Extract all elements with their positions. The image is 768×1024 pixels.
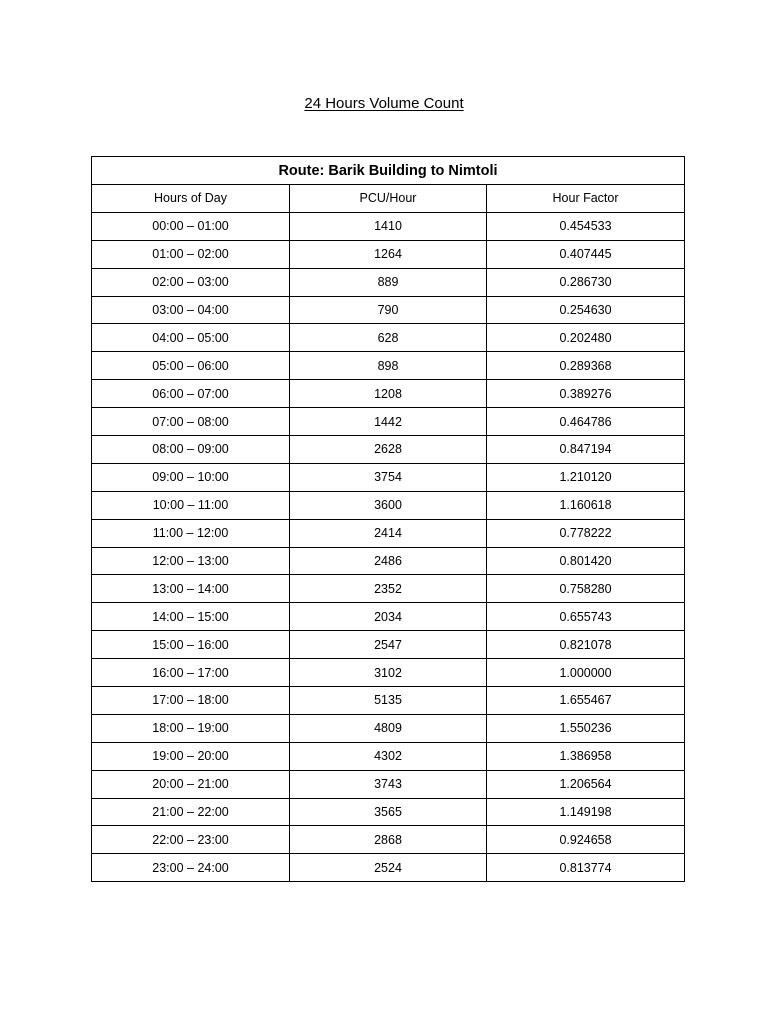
- pcu-cell: 2524: [290, 854, 487, 882]
- hours-cell: 22:00 – 23:00: [92, 826, 290, 854]
- hour-factor-cell: 0.254630: [487, 296, 685, 324]
- hour-factor-cell: 1.160618: [487, 491, 685, 519]
- hours-cell: 10:00 – 11:00: [92, 491, 290, 519]
- pcu-cell: 2547: [290, 631, 487, 659]
- table-row: [92, 631, 685, 659]
- pcu-cell: 790: [290, 296, 487, 324]
- hours-cell: 07:00 – 08:00: [92, 408, 290, 436]
- pcu-cell: 2414: [290, 519, 487, 547]
- hour-factor-cell: 0.924658: [487, 826, 685, 854]
- hour-factor-cell: 0.202480: [487, 324, 685, 352]
- table-row: [92, 714, 685, 742]
- hour-factor-cell: 0.758280: [487, 575, 685, 603]
- column-header-hour-factor: Hour Factor: [487, 185, 685, 213]
- hour-factor-cell: 0.778222: [487, 519, 685, 547]
- table-row: [92, 547, 685, 575]
- pcu-cell: 4302: [290, 742, 487, 770]
- table-row: [92, 687, 685, 715]
- table-row: [92, 463, 685, 491]
- hour-factor-cell: 1.386958: [487, 742, 685, 770]
- hours-cell: 08:00 – 09:00: [92, 436, 290, 464]
- table-row: [92, 296, 685, 324]
- table-row: [92, 268, 685, 296]
- column-header-pcu: PCU/Hour: [290, 185, 487, 213]
- hours-cell: 20:00 – 21:00: [92, 770, 290, 798]
- route-title: Route: Barik Building to Nimtoli: [92, 157, 685, 185]
- pcu-cell: 3102: [290, 659, 487, 687]
- hour-factor-cell: 0.407445: [487, 240, 685, 268]
- pcu-cell: 1208: [290, 380, 487, 408]
- hours-cell: 16:00 – 17:00: [92, 659, 290, 687]
- table-row: [92, 212, 685, 240]
- table-row: [92, 798, 685, 826]
- table-row: [92, 770, 685, 798]
- hours-cell: 00:00 – 01:00: [92, 212, 290, 240]
- hour-factor-cell: 0.813774: [487, 854, 685, 882]
- pcu-cell: 2628: [290, 436, 487, 464]
- hour-factor-cell: 0.389276: [487, 380, 685, 408]
- hour-factor-cell: 0.464786: [487, 408, 685, 436]
- pcu-cell: 3600: [290, 491, 487, 519]
- table-row: [92, 519, 685, 547]
- volume-count-table: [91, 156, 685, 882]
- pcu-cell: 2352: [290, 575, 487, 603]
- hour-factor-cell: 1.210120: [487, 463, 685, 491]
- hours-cell: 18:00 – 19:00: [92, 714, 290, 742]
- pcu-cell: 3743: [290, 770, 487, 798]
- pcu-cell: 3754: [290, 463, 487, 491]
- pcu-cell: 1264: [290, 240, 487, 268]
- table-row: [92, 826, 685, 854]
- hours-cell: 17:00 – 18:00: [92, 687, 290, 715]
- table-row: [92, 436, 685, 464]
- pcu-cell: 898: [290, 352, 487, 380]
- hours-cell: 01:00 – 02:00: [92, 240, 290, 268]
- route-title-row: [92, 157, 685, 185]
- hours-cell: 05:00 – 06:00: [92, 352, 290, 380]
- hour-factor-cell: 0.801420: [487, 547, 685, 575]
- hours-cell: 09:00 – 10:00: [92, 463, 290, 491]
- table-row: [92, 352, 685, 380]
- hours-cell: 19:00 – 20:00: [92, 742, 290, 770]
- pcu-cell: 2034: [290, 603, 487, 631]
- hours-cell: 02:00 – 03:00: [92, 268, 290, 296]
- table-row: [92, 659, 685, 687]
- hours-cell: 06:00 – 07:00: [92, 380, 290, 408]
- table-row: [92, 240, 685, 268]
- table-row: [92, 324, 685, 352]
- hour-factor-cell: 1.550236: [487, 714, 685, 742]
- hour-factor-cell: 0.821078: [487, 631, 685, 659]
- pcu-cell: 4809: [290, 714, 487, 742]
- hour-factor-cell: 0.454533: [487, 212, 685, 240]
- pcu-cell: 3565: [290, 798, 487, 826]
- hours-cell: 13:00 – 14:00: [92, 575, 290, 603]
- table-row: [92, 603, 685, 631]
- hours-cell: 23:00 – 24:00: [92, 854, 290, 882]
- hours-cell: 11:00 – 12:00: [92, 519, 290, 547]
- pcu-cell: 5135: [290, 687, 487, 715]
- column-header-row: [92, 185, 685, 213]
- hour-factor-cell: 1.206564: [487, 770, 685, 798]
- pcu-cell: 1410: [290, 212, 487, 240]
- hours-cell: 03:00 – 04:00: [92, 296, 290, 324]
- column-header-hours: Hours of Day: [92, 185, 290, 213]
- hours-cell: 14:00 – 15:00: [92, 603, 290, 631]
- pcu-cell: 1442: [290, 408, 487, 436]
- hour-factor-cell: 0.655743: [487, 603, 685, 631]
- pcu-cell: 889: [290, 268, 487, 296]
- table-row: [92, 380, 685, 408]
- table-row: [92, 742, 685, 770]
- pcu-cell: 2486: [290, 547, 487, 575]
- hour-factor-cell: 0.286730: [487, 268, 685, 296]
- pcu-cell: 628: [290, 324, 487, 352]
- table-row: [92, 575, 685, 603]
- table-row: [92, 408, 685, 436]
- hour-factor-cell: 0.847194: [487, 436, 685, 464]
- pcu-cell: 2868: [290, 826, 487, 854]
- hours-cell: 12:00 – 13:00: [92, 547, 290, 575]
- table-header: [92, 157, 685, 213]
- hour-factor-cell: 1.149198: [487, 798, 685, 826]
- table-row: [92, 491, 685, 519]
- hour-factor-cell: 1.000000: [487, 659, 685, 687]
- hour-factor-cell: 0.289368: [487, 352, 685, 380]
- hours-cell: 21:00 – 22:00: [92, 798, 290, 826]
- table-body: [92, 212, 685, 881]
- hours-cell: 04:00 – 05:00: [92, 324, 290, 352]
- table-row: [92, 854, 685, 882]
- document-title: 24 Hours Volume Count: [304, 95, 464, 112]
- hours-cell: 15:00 – 16:00: [92, 631, 290, 659]
- hour-factor-cell: 1.655467: [487, 687, 685, 715]
